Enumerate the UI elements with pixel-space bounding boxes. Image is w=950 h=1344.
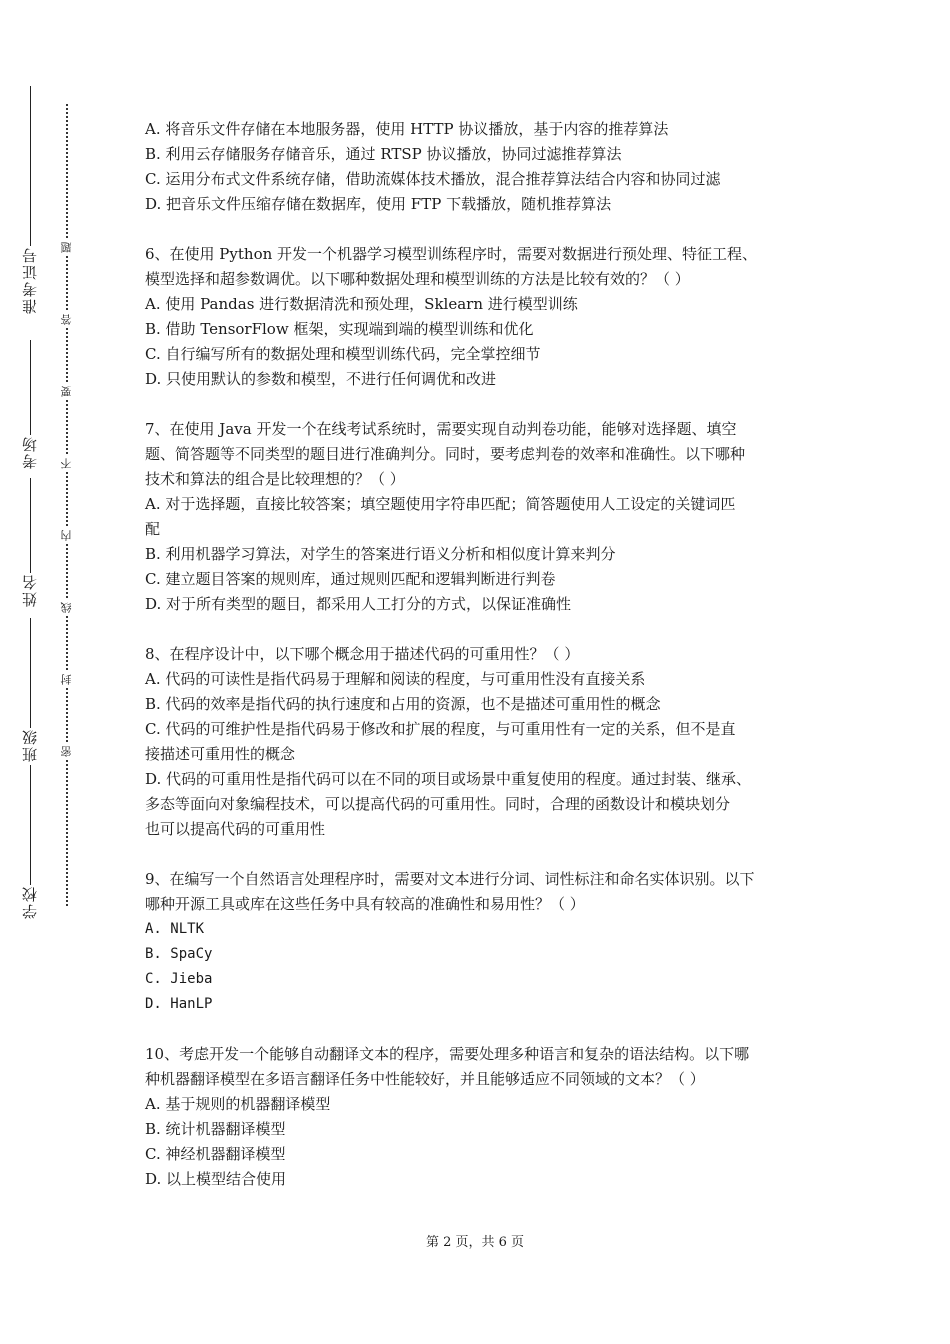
rule-line	[30, 765, 31, 885]
seal-char: 题	[58, 240, 76, 255]
question-stem: 哪种开源工具或库在这些任务中具有较高的准确性和易用性？（ ）	[145, 895, 585, 913]
prev-question-options	[145, 117, 813, 217]
option-line: C. Jieba	[145, 971, 213, 987]
question-stem: 模型选择和超参数调优。以下哪种数据处理和模型训练的方法是比较有效的？（ ）	[145, 270, 690, 288]
option-line: C. 代码的可维护性是指代码易于修改和扩展的程度，与可重用性有一定的关系，但不是直	[145, 720, 736, 738]
option-line: B. 利用机器学习算法，对学生的答案进行语义分析和相似度计算来判分	[145, 545, 616, 563]
question-stem: 8、在程序设计中，以下哪个概念用于描述代码的可重用性？（ ）	[145, 645, 580, 663]
option-line: D. 以上模型结合使用	[145, 1170, 287, 1188]
rule-line	[30, 340, 31, 435]
rule-line	[30, 478, 31, 573]
seal-char: 内	[58, 528, 76, 543]
question-10	[145, 1042, 813, 1192]
option-line: B. SpaCy	[145, 946, 213, 962]
option-line: A. NLTK	[145, 921, 205, 937]
option-line: 多态等面向对象编程技术，可以提高代码的可重用性。同时，合理的函数设计和模块划分	[145, 795, 731, 813]
question-7	[145, 417, 813, 617]
option-line: D. 把音乐文件压缩存储在数据库，使用 FTP 下载播放，随机推荐算法	[145, 195, 612, 213]
option-line: B. 代码的效率是指代码的执行速度和占用的资源，也不是描述可重用性的概念	[145, 695, 661, 713]
option-line: C. 神经机器翻译模型	[145, 1145, 286, 1163]
option-line: D. HanLP	[145, 996, 213, 1012]
option-line: A. 对于选择题，直接比较答案；填空题使用字符串匹配；简答题使用人工设定的关键词匹	[145, 495, 736, 513]
field-label: 考场	[21, 435, 39, 469]
field-name	[18, 478, 42, 607]
question-6	[145, 242, 813, 392]
option-line: B. 统计机器翻译模型	[145, 1120, 286, 1138]
option-line: D. 对于所有类型的题目，都采用人工打分的方式，以保证准确性	[145, 595, 572, 613]
question-stem: 9、在编写一个自然语言处理程序时，需要对文本进行分词、词性标注和命名实体识别。以下	[145, 870, 755, 888]
question-stem: 种机器翻译模型在多语言翻译任务中性能较好，并且能够适应不同领域的文本？（ ）	[145, 1070, 705, 1088]
field-label: 准考证号	[21, 246, 39, 314]
option-line: A. 基于规则的机器翻译模型	[145, 1095, 331, 1113]
field-exam-room	[18, 340, 42, 469]
question-stem: 题、简答题等不同类型的题目进行准确判分。同时，要考虑判卷的效率和准确性。以下哪种	[145, 445, 746, 463]
option-line: D. 只使用默认的参数和模型，不进行任何调优和改进	[145, 370, 497, 388]
question-content	[145, 117, 813, 1192]
option-line: B. 借助 TensorFlow 框架，实现端到端的模型训练和优化	[145, 320, 534, 338]
option-line: A. 使用 Pandas 进行数据清洗和预处理，Sklearn 进行模型训练	[145, 295, 578, 313]
field-label: 班级	[21, 728, 39, 762]
option-line: 接描述可重用性的概念	[145, 745, 296, 763]
option-line: 也可以提高代码的可重用性	[145, 820, 326, 838]
question-stem: 技术和算法的组合是比较理想的？（ ）	[145, 470, 405, 488]
seal-char: 封	[58, 672, 76, 687]
question-stem: 10、考虑开发一个能够自动翻译文本的程序，需要处理多种语言和复杂的语法结构。以下哪	[145, 1045, 750, 1063]
seal-char: 要	[58, 384, 76, 399]
option-line: D. 代码的可重用性是指代码可以在不同的项目或场景中重复使用的程度。通过封装、继承、	[145, 770, 752, 788]
option-line: C. 建立题目答案的规则库，通过规则匹配和逻辑判断进行判卷	[145, 570, 556, 588]
question-9	[145, 867, 813, 1017]
question-8	[145, 642, 813, 842]
option-line: C. 运用分布式文件系统存储，借助流媒体技术播放，混合推荐算法结合内容和协同过滤	[145, 170, 721, 188]
seal-char: 不	[58, 456, 76, 471]
seal-char: 答	[58, 312, 76, 327]
option-line: 配	[145, 520, 161, 538]
field-label: 学校	[21, 885, 39, 919]
rule-line	[30, 86, 31, 246]
option-line: A. 将音乐文件存储在本地服务器，使用 HTTP 协议播放，基于内容的推荐算法	[145, 120, 669, 138]
seal-char: 线	[58, 600, 76, 615]
option-line: C. 自行编写所有的数据处理和模型训练代码，完全掌控细节	[145, 345, 541, 363]
seal-dotted-line	[66, 104, 68, 906]
page-number: 第 2 页，共 6 页	[425, 1235, 525, 1250]
field-label: 姓名	[21, 573, 39, 607]
field-exam-number	[18, 86, 42, 314]
question-stem: 7、在使用 Java 开发一个在线考试系统时，需要实现自动判卷功能，能够对选择题、填空	[145, 420, 737, 438]
question-stem: 6、在使用 Python 开发一个机器学习模型训练程序时，需要对数据进行预处理、特征工程、	[145, 245, 758, 263]
field-school	[18, 765, 42, 919]
option-line: A. 代码的可读性是指代码易于理解和阅读的程度，与可重用性没有直接关系	[145, 670, 646, 688]
rule-line	[30, 618, 31, 728]
seal-char: 密	[58, 744, 76, 759]
field-class	[18, 618, 42, 762]
option-line: B. 利用云存储服务存储音乐，通过 RTSP 协议播放，协同过滤推荐算法	[145, 145, 622, 163]
